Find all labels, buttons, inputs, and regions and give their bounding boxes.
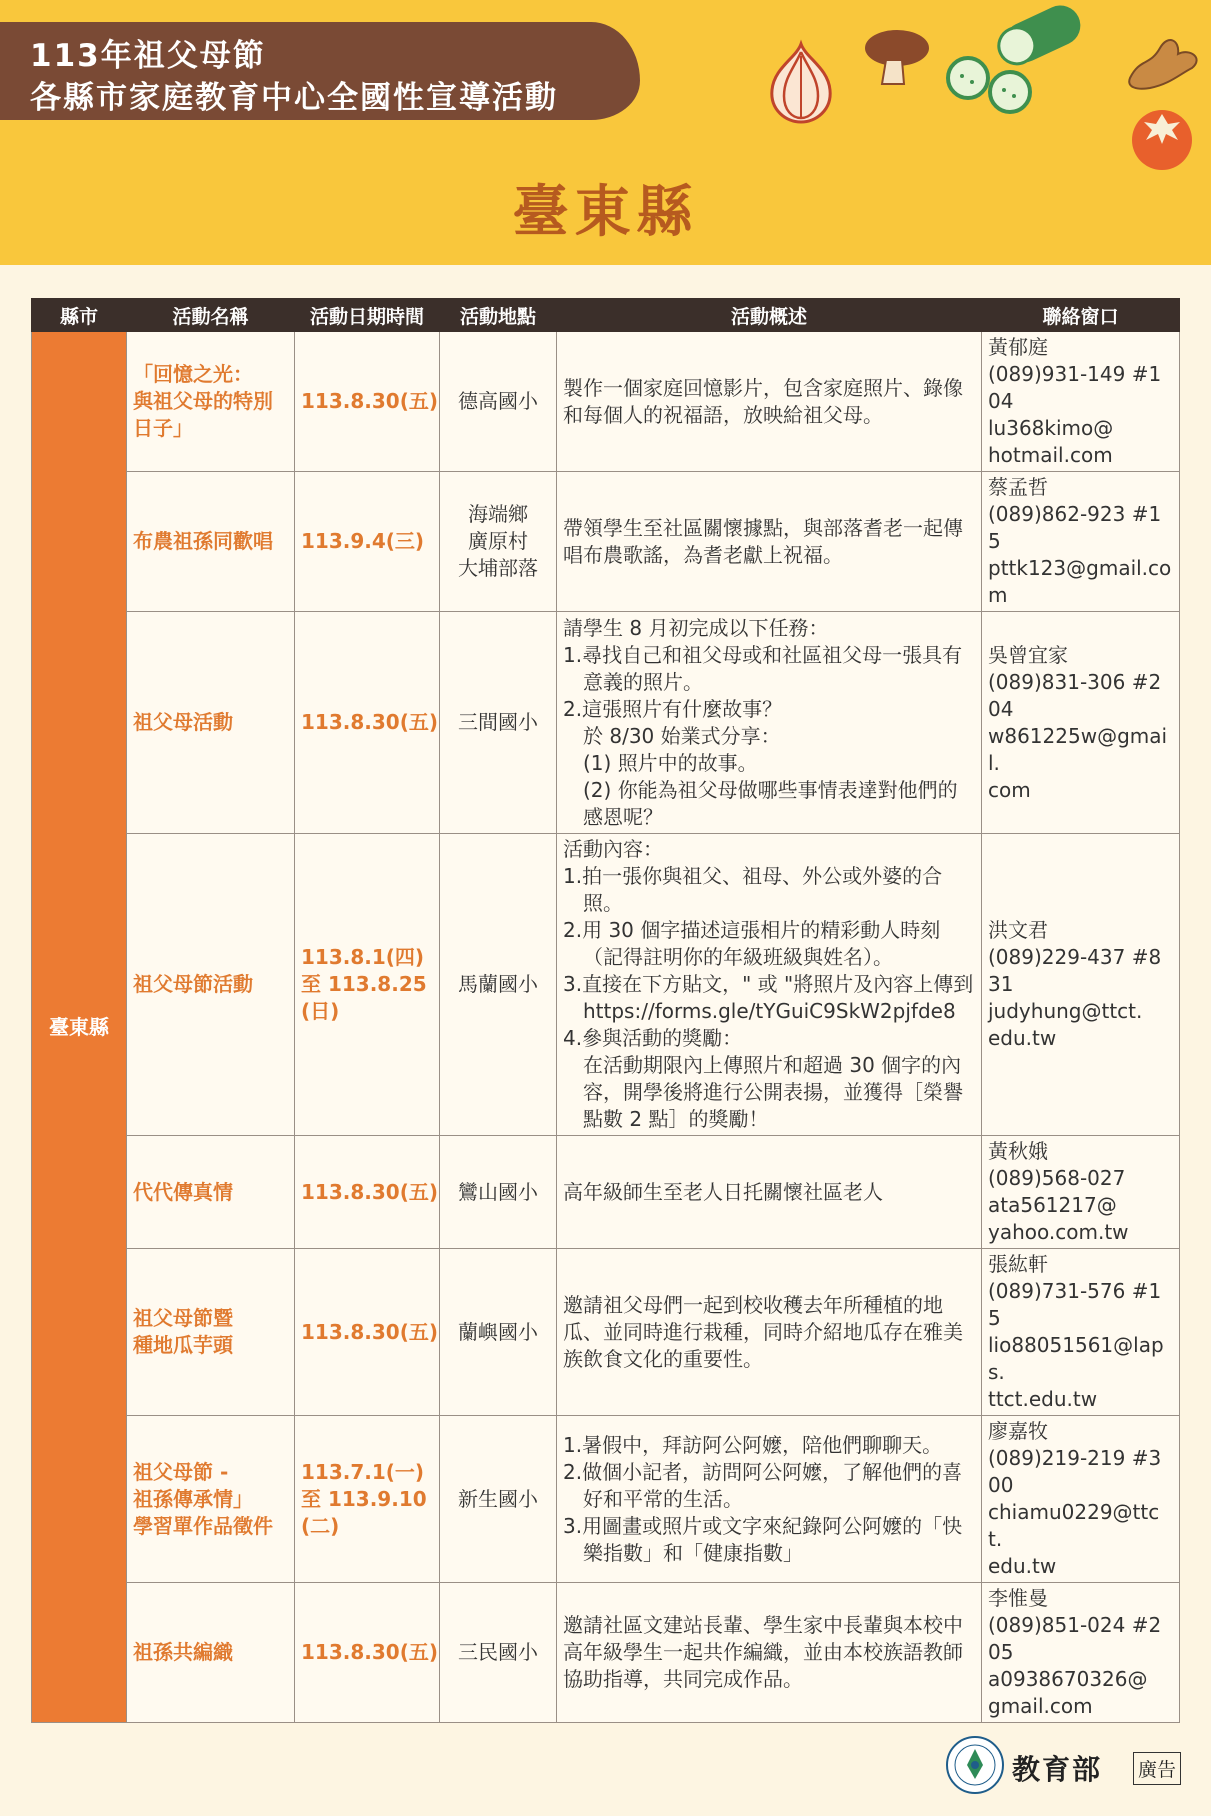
activity-description [557,612,982,834]
desc-line: 3.用圖畫或照片或文字來紀錄阿公阿嬤的「快樂指數」和「健康指數」 [563,1513,963,1565]
activity-date: 113.8.30(五) [295,1249,440,1416]
activity-place: 新生國小 [440,1416,557,1583]
county-title: 臺東縣 [512,180,699,245]
activity-name: 祖父母節活動 [127,834,295,1136]
activity-contact: 張紘軒 (089)731-576 #15 lio88051561@laps. ttct.edu.tw [982,1249,1180,1416]
header-place: 活動地點 [440,299,557,332]
desc-line: (2) 你能為祖父母做哪些事情表達對他們的感恩呢？ [583,777,958,829]
desc-line: (1) 照片中的故事。 [583,750,758,775]
desc-line: 2.這張照片有什麼故事？ [563,696,783,721]
activity-date: 113.9.4(三) [295,472,440,612]
table-row [32,612,1180,834]
table-row [32,1583,1180,1723]
activity-description: 邀請祖父母們一起到校收穫去年所種植的地瓜、並同時進行栽種，同時介紹地瓜存在雅美族飲食文化的重要性。 [557,1249,982,1416]
activity-contact: 洪文君 (089)229-437 #831 judyhung@ttct. edu.tw [982,834,1180,1136]
header-activity-name: 活動名稱 [127,299,295,332]
desc-line: 4.參與活動的獎勵： [563,1026,743,1050]
activity-place: 馬蘭國小 [440,834,557,1136]
mushroom-icon [862,26,932,88]
table-row [32,1416,1180,1583]
activity-place: 蘭嶼國小 [440,1249,557,1416]
activity-name: 「回憶之光： 與祖父母的特別 日子」 [127,332,295,472]
activity-date: 113.7.1(一) 至 113.9.10 (二) [295,1416,440,1583]
activity-description: 帶領學生至社區關懷據點，與部落耆老一起傳唱布農歌謠，為耆老獻上祝福。 [557,472,982,612]
activity-place: 三間國小 [440,612,557,834]
desc-line: 1.暑假中，拜訪阿公阿嬤，陪他們聊聊天。 [563,1432,943,1457]
desc-line: 在活動期限內上傳照片和超過 30 個字的內容，開學後將進行公開表揚，並獲得［榮譽點數 2 點］的獎勵！ [583,1053,963,1131]
table-row [32,1249,1180,1416]
header-banner [0,0,1211,265]
desc-line: 1.尋找自己和祖父母或和社區祖父母一張具有意義的照片。 [563,642,963,694]
activity-date: 113.8.30(五) [295,612,440,834]
header-description: 活動概述 [557,299,982,332]
activity-date: 113.8.30(五) [295,332,440,472]
table-row [32,472,1180,612]
activity-contact: 吳曾宜家 (089)831-306 #204 w861225w@gmail. com [982,612,1180,834]
desc-line: 活動內容： [563,837,663,861]
activity-contact: 廖嘉牧 (089)219-219 #300 chiamu0229@ttct. edu.tw [982,1416,1180,1583]
activity-name: 祖父母活動 [127,612,295,834]
desc-line: 1.拍一張你與祖父、祖母、外公或外婆的合照。 [563,864,943,915]
desc-line: 2.用 30 個字描述這張相片的精彩動人時刻（記得註明你的年級班級與姓名）。 [563,918,941,969]
header-date: 活動日期時間 [295,299,440,332]
activity-description [557,1416,982,1583]
desc-line: 請學生 8 月初完成以下任務： [563,615,829,640]
activity-name: 代代傳真情 [127,1136,295,1249]
desc-line: 於 8/30 始業式分享： [583,723,781,748]
table-header-row [32,299,1180,332]
ad-label: 廣告 [1133,1752,1181,1785]
activity-name: 布農祖孫同歡唱 [127,472,295,612]
desc-line: 3.直接在下方貼文，" 或 "將照片及內容上傳到 https://forms.gle/tYGuiC9SkW2pjfde8 [563,972,974,1023]
onion-icon [756,38,846,128]
activity-date: 113.8.1(四) 至 113.8.25 (日) [295,834,440,1136]
table-row [32,834,1180,1136]
activity-description: 高年級師生至老人日托關懷社區老人 [557,1136,982,1249]
title-line-1: 113年祖父母節 [30,38,266,74]
table-row [32,1136,1180,1249]
table-row [32,332,1180,472]
activity-date: 113.8.30(五) [295,1583,440,1723]
activity-description: 製作一個家庭回憶影片，包含家庭照片、錄像和每個人的祝福語，放映給祖父母。 [557,332,982,472]
activity-contact: 黃秋娥 (089)568-027 ata561217@ yahoo.com.tw [982,1136,1180,1249]
ministry-name: 教育部 [1012,1753,1103,1786]
header-county: 縣市 [32,299,127,332]
county-cell: 臺東縣 [32,332,127,1723]
activity-table [31,298,1180,1723]
desc-line: 2.做個小記者，訪問阿公阿嬤，了解他們的喜好和平常的生活。 [563,1459,963,1511]
header-contact: 聯絡窗口 [982,299,1180,332]
cucumber-icon [944,0,1084,120]
activity-name: 祖父母節 - 祖孫傳承情」 學習單作品徵件 [127,1416,295,1583]
tomato-icon [1124,100,1200,172]
activity-date: 113.8.30(五) [295,1136,440,1249]
activity-contact: 李惟曼 (089)851-024 #205 a0938670326@ gmail.com [982,1583,1180,1723]
activity-description: 邀請社區文建站長輩、學生家中長輩與本校中高年級學生一起共作編織，並由本校族語教師協助指導，共同完成作品。 [557,1583,982,1723]
activity-contact: 黃郁庭 (089)931-149 #104 lu368kimo@ hotmail.com [982,332,1180,472]
activity-place: 鸞山國小 [440,1136,557,1249]
activity-description [557,834,982,1136]
title-line-2: 各縣市家庭教育中心全國性宣導活動 [30,80,558,116]
ginger-icon [1120,18,1208,98]
activity-name: 祖孫共編織 [127,1583,295,1723]
activity-place: 海端鄉 廣原村 大埔部落 [440,472,557,612]
activity-name: 祖父母節暨 種地瓜芋頭 [127,1249,295,1416]
activity-place: 德高國小 [440,332,557,472]
activity-contact: 蔡孟哲 (089)862-923 #15 pttk123@gmail.com [982,472,1180,612]
activity-place: 三民國小 [440,1583,557,1723]
ministry-of-education-seal-icon [945,1735,1005,1795]
